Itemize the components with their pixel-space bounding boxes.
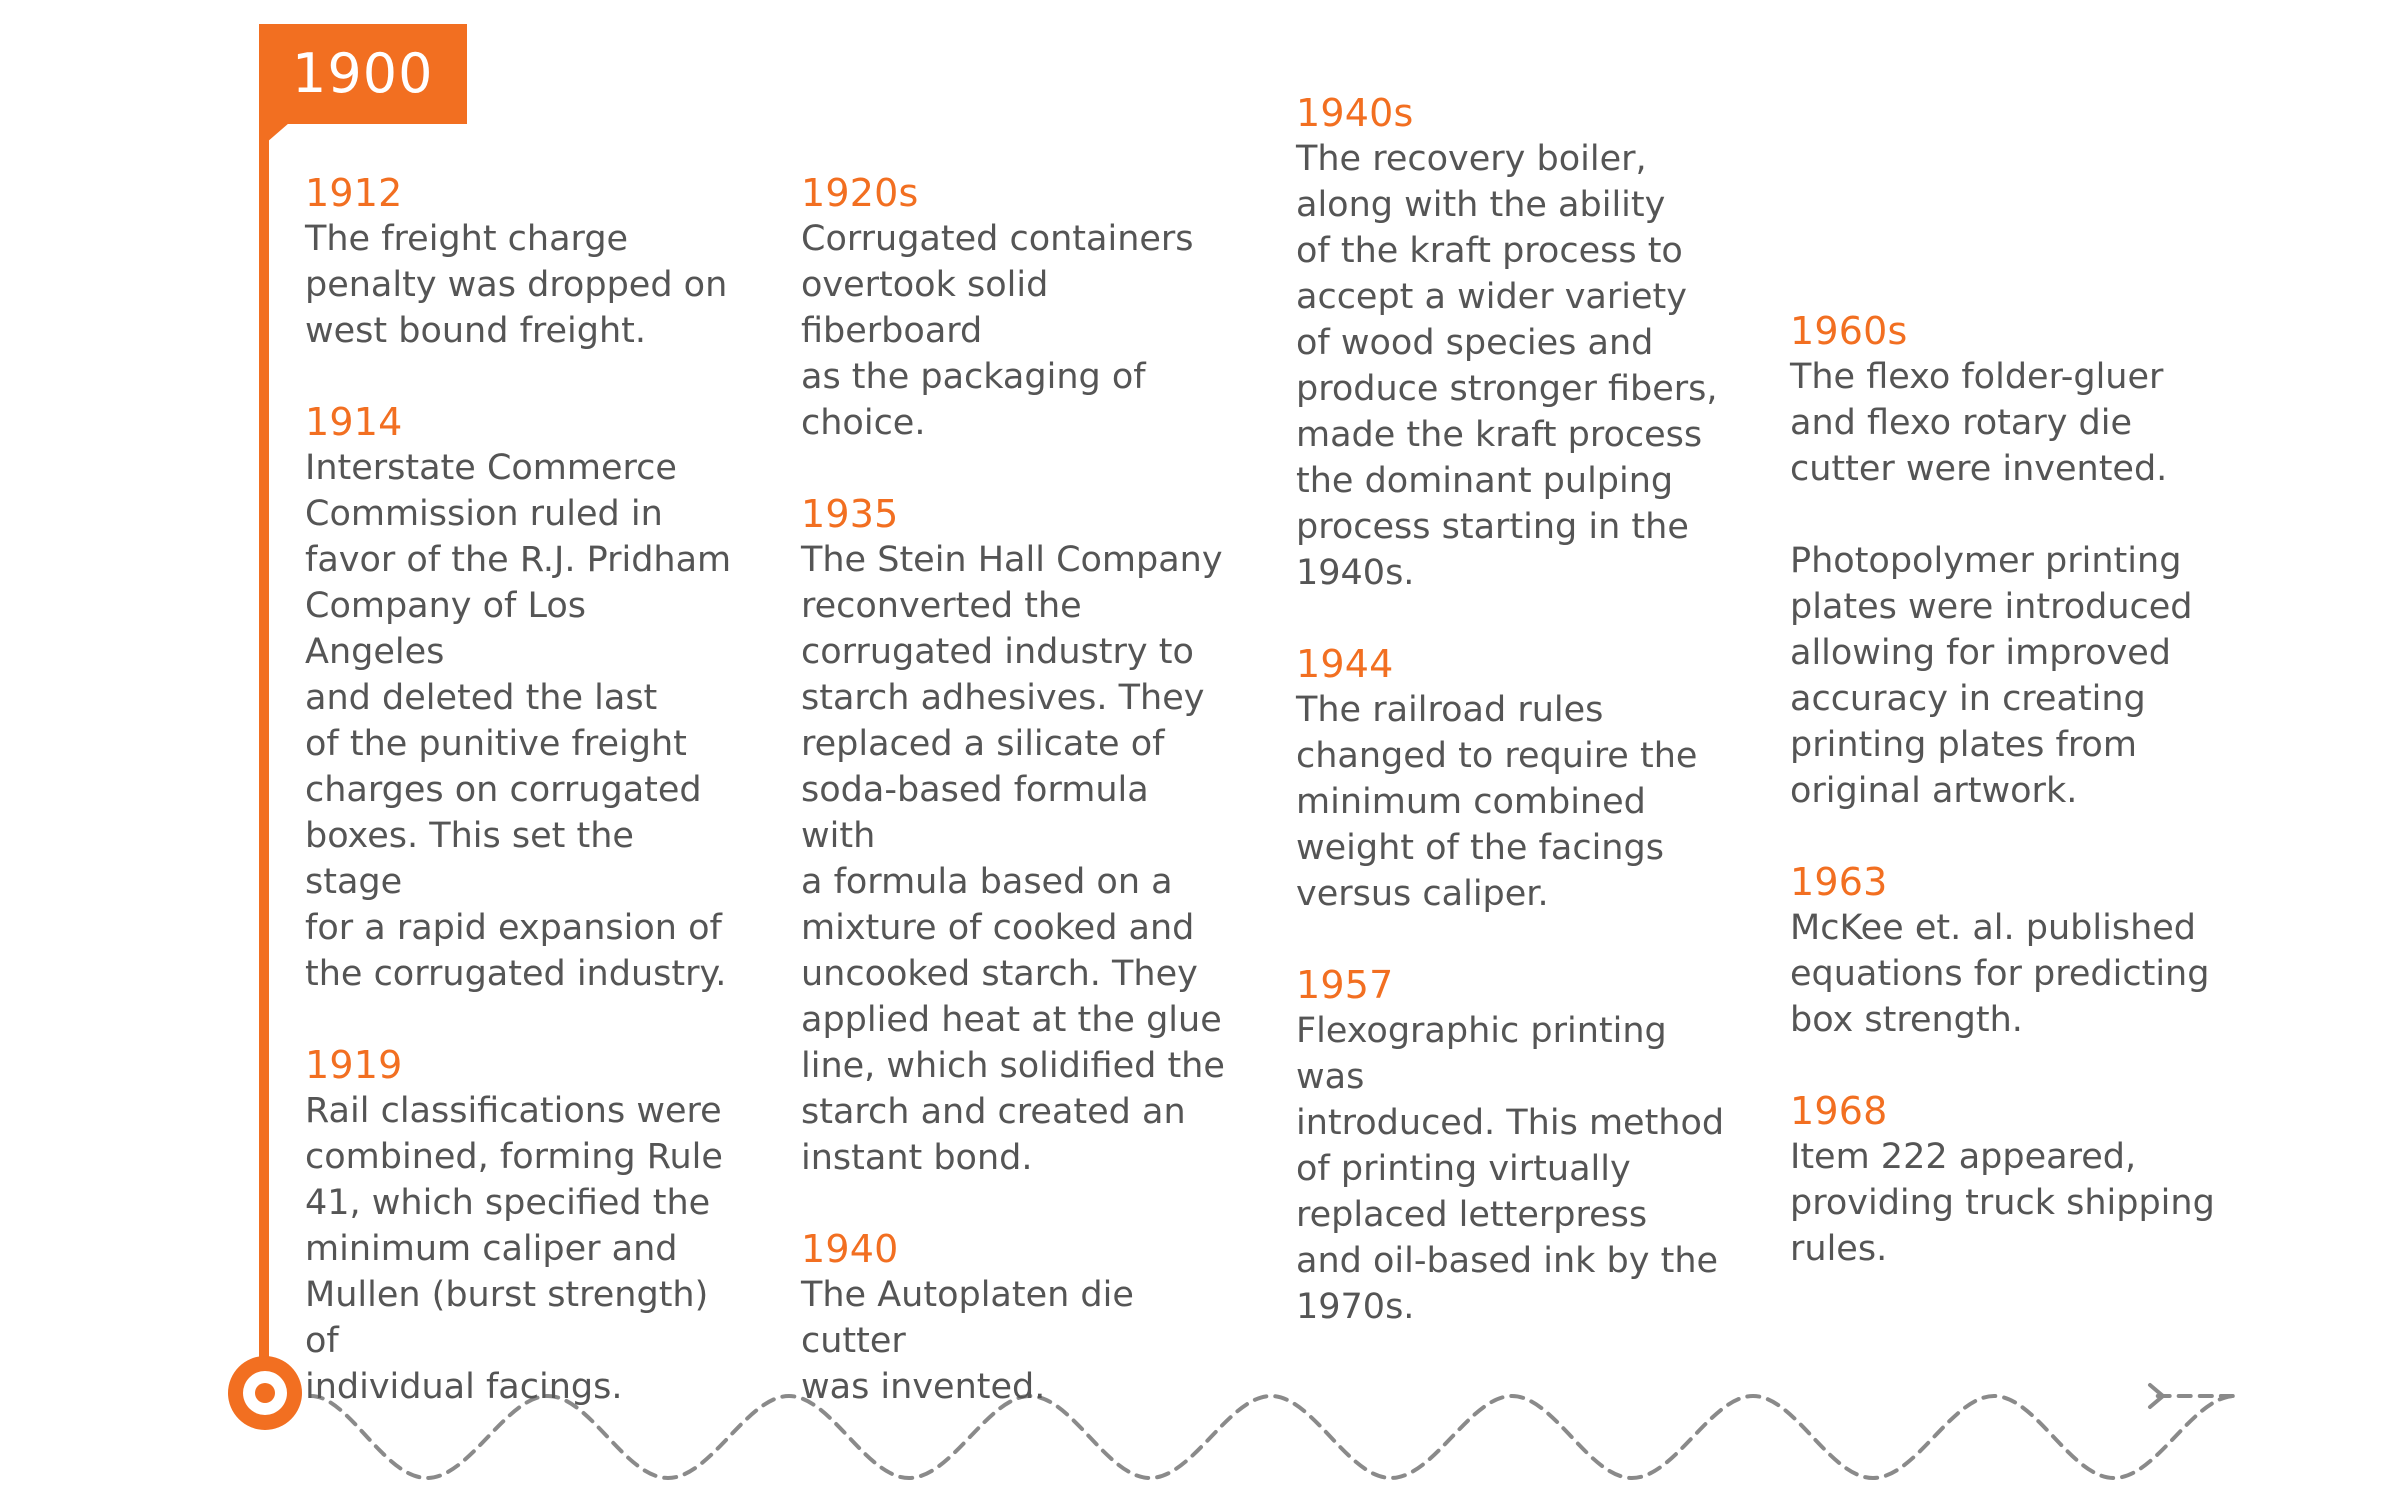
entry-text: Corrugated containers overtook solid fiberboard as the packaging of choice. xyxy=(801,219,1194,443)
entry-text: Interstate Commerce Commission ruled in favor of the R.J. Pridham Company of Los Angeles and deleted the last of the punitive freight charges on corrugated boxes. This set the stage for a rapid expansion of the corrugated industry. xyxy=(305,448,732,994)
timeline-column-3 xyxy=(1296,90,1726,1330)
entry-text: Rail classifications were combined, forming Rule 41, which specified the minimum caliper and Mullen (burst strength) of individual facings. xyxy=(305,1091,723,1407)
era-badge-label: 1900 xyxy=(292,42,434,105)
timeline-column-1 xyxy=(305,170,735,1410)
timeline-entry xyxy=(801,170,1231,446)
entry-text: The freight charge penalty was dropped on west bound freight. xyxy=(305,219,728,351)
entry-year: 1919 xyxy=(305,1043,403,1087)
timeline-entry xyxy=(305,170,735,354)
entry-year: 1935 xyxy=(801,492,899,536)
timeline-entry xyxy=(1790,859,2220,1043)
entry-year: 1968 xyxy=(1790,1089,1888,1133)
entry-year: 1940s xyxy=(1296,91,1414,135)
timeline-entry xyxy=(801,491,1231,1181)
timeline-entry xyxy=(305,1042,735,1410)
entry-text: Flexographic printing was introduced. This method of printing virtually replaced letterpress and oil-based ink by the 1970s. xyxy=(1296,1011,1725,1327)
entry-year: 1963 xyxy=(1790,860,1888,904)
entry-text-secondary: Photopolymer printing plates were introduced allowing for improved accuracy in creating printing plates from original artwork. xyxy=(1790,541,2193,811)
timeline-entry xyxy=(1790,308,2220,814)
timeline-entry xyxy=(801,1226,1231,1410)
entry-text: McKee et. al. published equations for predicting box strength. xyxy=(1790,908,2210,1040)
timeline-entry xyxy=(1790,1088,2220,1272)
entry-year: 1920s xyxy=(801,171,919,215)
entry-text: The Stein Hall Company reconverted the corrugated industry to starch adhesives. They replaced a silicate of soda-based formula with a formula based on a mixture of cooked and uncooked starch. They applied heat at the glue line, which solidified the starch and created an instant bond. xyxy=(801,540,1225,1178)
entry-year: 1957 xyxy=(1296,963,1394,1007)
target-circle-icon xyxy=(228,1356,302,1430)
timeline-entry xyxy=(305,399,735,997)
entry-text: The railroad rules changed to require the minimum combined weight of the facings versus caliper. xyxy=(1296,690,1698,914)
entry-text: The recovery boiler, along with the ability of the kraft process to accept a wider variety of wood species and produce stronger fibers, made the kraft process the dominant pulping process starting in the 1940s. xyxy=(1296,139,1718,593)
entry-year: 1914 xyxy=(305,400,403,444)
entry-text: The Autoplaten die cutter was invented. xyxy=(801,1275,1134,1407)
entry-text: Item 222 appeared, providing truck shipping rules. xyxy=(1790,1137,2215,1269)
timeline-column-2 xyxy=(801,170,1231,1410)
timeline-entry xyxy=(1296,641,1726,917)
entry-year: 1912 xyxy=(305,171,403,215)
timeline-entry xyxy=(1296,90,1726,596)
timeline-entry xyxy=(1296,962,1726,1330)
timeline-column-4 xyxy=(1790,308,2220,1272)
wave-tail xyxy=(2110,1394,2160,1430)
entry-year: 1944 xyxy=(1296,642,1394,686)
entry-year: 1940 xyxy=(801,1227,899,1271)
entry-year: 1960s xyxy=(1790,309,1908,353)
entry-text: The flexo folder-gluer and flexo rotary die cutter were invented. xyxy=(1790,357,2168,489)
